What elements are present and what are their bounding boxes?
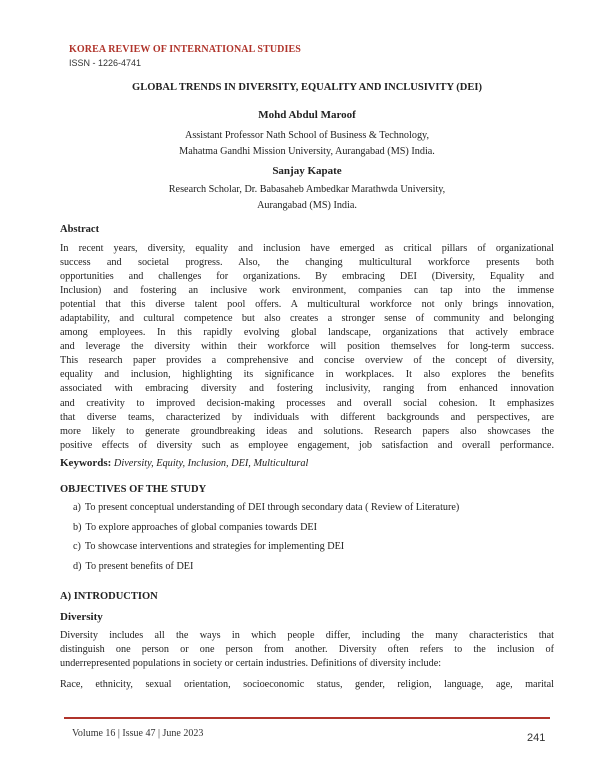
introduction-body [60,629,554,671]
introduction-continuation [60,678,554,692]
paper-title: GLOBAL TRENDS IN DIVERSITY, EQUALITY AND INCLUSIVITY (DEI) [132,82,482,93]
author-affiliation-2 [60,182,554,213]
footer-rule [64,717,550,719]
footer-volume-info: Volume 16 | Issue 47 | June 2023 [72,728,204,739]
list-item-text: To showcase interventions and strategies for implementing DEI [84,541,345,553]
list-marker: d) [73,561,82,573]
affiliation-line: Mahatma Gandhi Mission University, Aurangabad (MS) India. [179,145,435,157]
abstract-line: Inclusion) and fostering an inclusive work environment, companies can tap into the immense [60,285,554,297]
abstract-line: positive effects of diversity such as employee engagement, job satisfaction and overall performance. [60,439,554,451]
abstract-line: opportunities and challenges for organizations. By embracing DEI (Diversity, Equality and [60,271,554,283]
list-item [73,541,459,561]
intro-line: Race, ethnicity, sexual orientation, socioeconomic status, gender, religion, language, age, marital [60,679,554,690]
abstract-line: associated with embracing diversity and fostering inclusivity, ranging from enhanced innovation [60,383,554,395]
page-number: 241 [527,732,546,744]
list-marker: b) [73,521,82,533]
affiliation-line: Research Scholar, Dr. Babasaheb Ambedkar Marathwda University, [168,184,446,195]
abstract-line: This research paper provides a comprehensive and concise overview of the concept of diversity, [60,355,554,367]
list-item-text: To present benefits of DEI [85,561,194,573]
keywords [60,457,308,469]
author-affiliation-1 [60,128,554,159]
journal-title: KOREA REVIEW OF INTERNATIONAL STUDIES [69,44,301,55]
objectives-heading: OBJECTIVES OF THE STUDY [60,484,207,495]
abstract-line: In recent years, diversity, equality and inclusion have emerged as critical pillars of organizational [60,243,554,254]
abstract-line: more likely to generate groundbreaking ideas and solutions. Research papers also showcases the [60,425,554,437]
abstract-line: and leverage the diversity within their workforce will position themselves for long-term success. [60,341,554,353]
abstract-line: among employees. In this rapidly evolving global landscape, organizations that actively embrace [60,327,554,339]
list-item-text: To explore approaches of global companies towards DEI [85,521,318,533]
affiliation-line: Assistant Professor Nath School of Business & Technology, [184,130,430,141]
abstract-line: success and societal progress. Also, the changing multicultural workforce presents both [60,257,554,269]
keywords-label: Keywords: [60,457,112,469]
list-item [73,561,459,581]
abstract-line: potential that this diverse talent pool offers. A multicultural workforce not only brings innovation, [60,299,554,311]
intro-line: Diversity includes all the ways in which people differ, including the many characteristics that [60,630,554,641]
keywords-values: Diversity, Equity, Inclusion, DEI, Multicultural [111,458,309,469]
objectives-list [73,502,459,581]
abstract-line: adaptability, and cultural competence but also creates a stronger sense of community and belonging [60,313,554,325]
affiliation-line: Aurangabad (MS) India. [257,199,357,211]
abstract-heading: Abstract [60,224,100,235]
abstract-body [60,242,554,453]
intro-line: distinguish one person or one person from another. Diversity often refers to the inclusion of [60,644,554,656]
list-item-text: To present conceptual understanding of DEI through secondary data ( Review of Literature) [84,502,460,513]
list-item [73,502,459,522]
author-name-1: Mohd Abdul Maroof [258,109,356,121]
list-item [73,522,459,542]
abstract-line: and creativity to improved decision-making processes and overall social cohesion. It emphasizes [60,397,554,409]
intro-line: underrepresented populations in society or certain industries. Definitions of diversity include: [60,658,442,670]
abstract-line: equality and inclusion, highlighting its significance in workplaces. It also explores the benefits [60,369,554,381]
issn-number: ISSN - 1226-4741 [69,58,142,68]
list-marker: c) [73,541,81,553]
author-name-2: Sanjay Kapate [272,165,342,177]
abstract-line: that diverse teams, characterized by individuals with different backgrounds and perspectives, are [60,411,554,423]
list-marker: a) [73,502,81,513]
introduction-heading: A) INTRODUCTION [60,591,158,602]
diversity-subheading: Diversity [60,611,103,623]
